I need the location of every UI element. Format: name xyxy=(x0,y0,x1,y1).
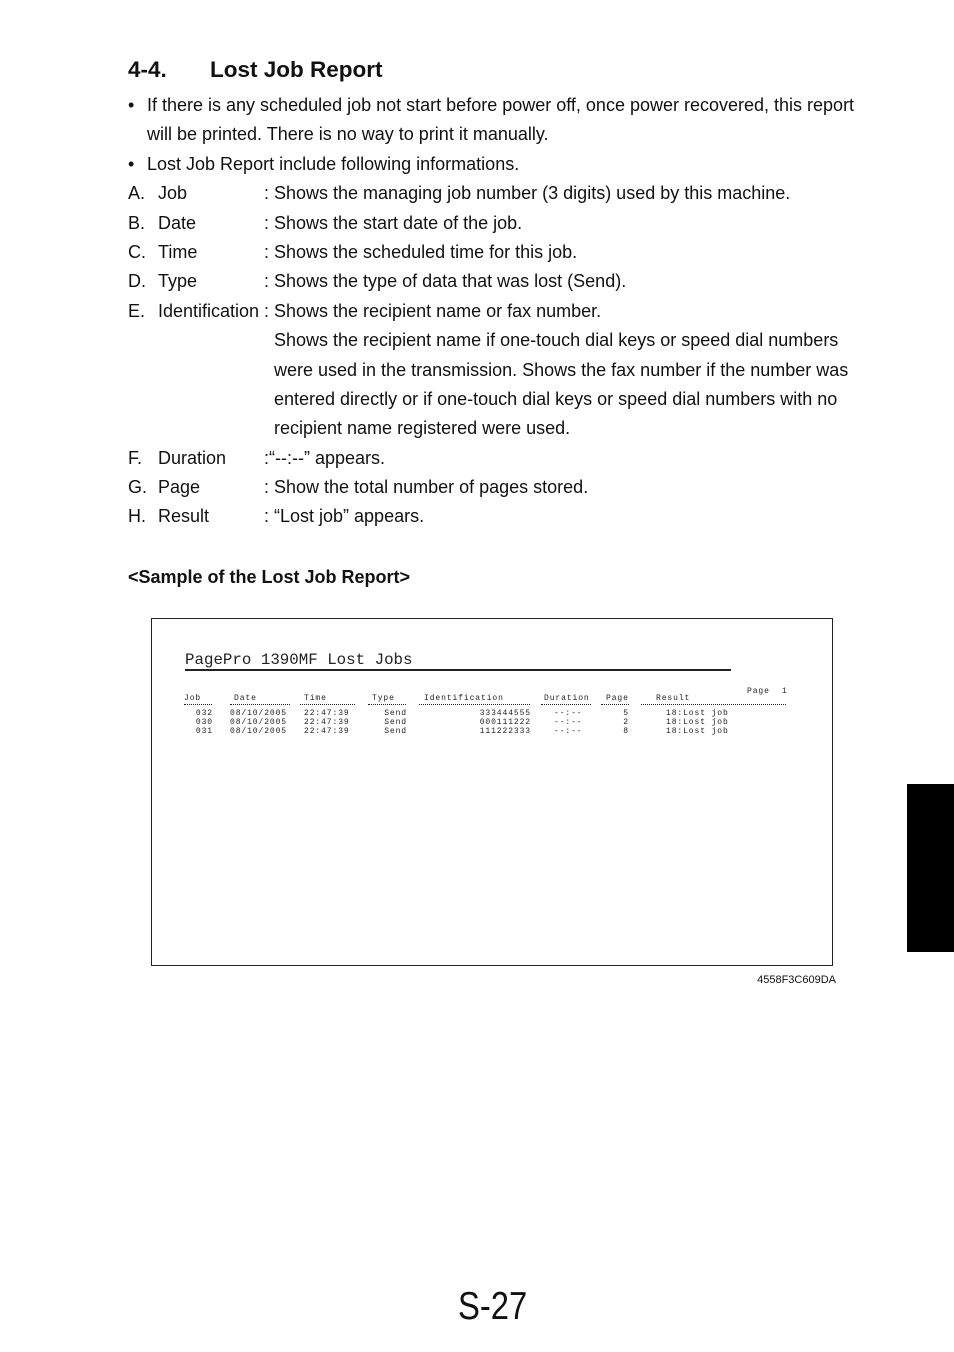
report-cell-date: 08/10/2005 xyxy=(230,726,288,736)
field-description: : Shows the type of data that was lost (Send). xyxy=(264,271,627,292)
report-cell-time: 22:47:39 xyxy=(304,726,350,736)
field-duration xyxy=(128,444,854,473)
report-cell-time: 22:47:39 xyxy=(304,708,350,718)
field-description: : Shows the managing job number (3 digits) used by this machine. xyxy=(264,183,791,204)
report-cell-result: 18:Lost job xyxy=(666,726,729,736)
field-label: Page xyxy=(158,477,201,498)
field-identification xyxy=(128,297,854,326)
bullet-text: will be printed. There is no way to print it manually. xyxy=(147,124,549,145)
field-label: Identification xyxy=(158,300,260,321)
field-letter: A. xyxy=(128,183,146,204)
bullet-item-2 xyxy=(128,150,854,179)
field-letter: F. xyxy=(128,447,143,468)
field-result xyxy=(128,502,854,531)
bullet-item-1-continued xyxy=(128,120,854,149)
field-letter: D. xyxy=(128,271,146,292)
field-description: : Shows the recipient name or fax number. xyxy=(264,300,602,321)
report-title-rule xyxy=(185,669,731,671)
bullet-symbol: • xyxy=(128,153,135,174)
bullet-text: If there is any scheduled job not start before power off, once power recovered, this report xyxy=(147,95,855,115)
field-identification-continued xyxy=(128,356,854,385)
field-label: Duration xyxy=(158,447,227,468)
field-letter: H. xyxy=(128,506,146,527)
column-header-job: Job xyxy=(184,694,202,703)
field-type xyxy=(128,267,854,296)
column-header-underline xyxy=(300,704,355,705)
report-page-label: Page xyxy=(747,686,770,696)
field-letter: G. xyxy=(128,477,148,498)
field-description: : Show the total number of pages stored. xyxy=(264,477,589,498)
field-label: Date xyxy=(158,212,197,233)
report-cell-type: Send xyxy=(384,717,407,727)
field-description: : Shows the scheduled time for this job. xyxy=(264,241,578,262)
body-text xyxy=(128,91,854,532)
report-cell-time: 22:47:39 xyxy=(304,717,350,727)
field-identification-continued xyxy=(128,326,854,355)
column-header-underline xyxy=(184,704,212,705)
report-cell-page: 5 xyxy=(623,708,629,718)
report-page-value: 1 xyxy=(782,686,788,696)
column-header-identification: Identification xyxy=(424,694,504,703)
field-description: : “Lost job” appears. xyxy=(264,506,425,527)
bullet-symbol: • xyxy=(128,95,135,115)
report-cell-job: 031 xyxy=(195,726,213,736)
field-label: Job xyxy=(158,183,188,204)
field-description: entered directly or if one-touch dial keys or speed dial numbers with no xyxy=(274,388,838,409)
report-cell-date: 08/10/2005 xyxy=(230,717,288,727)
column-header-underline xyxy=(641,704,786,705)
report-cell-identification: 333444555 xyxy=(479,708,531,718)
column-header-underline xyxy=(541,704,591,705)
report-cell-identification: 000111222 xyxy=(479,717,531,727)
sample-heading: <Sample of the Lost Job Report> xyxy=(128,567,411,587)
report-title: PagePro 1390MF Lost Jobs xyxy=(185,651,413,669)
field-job xyxy=(128,179,854,208)
report-cell-date: 08/10/2005 xyxy=(230,708,288,718)
section-heading xyxy=(128,57,383,83)
report-cell-type: Send xyxy=(384,708,407,718)
report-cell-page: 2 xyxy=(623,717,629,727)
field-label: Result xyxy=(158,506,210,527)
section-number: 4-4. xyxy=(128,57,167,82)
column-header-duration: Duration xyxy=(544,694,590,703)
field-letter: B. xyxy=(128,212,146,233)
field-page xyxy=(128,473,854,502)
field-description: : Shows the start date of the job. xyxy=(264,212,523,233)
field-identification-continued xyxy=(128,414,854,443)
column-header-time: Time xyxy=(304,694,327,703)
field-time xyxy=(128,238,854,267)
section-side-tab xyxy=(907,784,954,952)
column-header-underline xyxy=(419,704,530,705)
field-label: Time xyxy=(158,241,198,262)
column-header-type: Type xyxy=(372,694,395,703)
field-date xyxy=(128,209,854,238)
bullet-item-1 xyxy=(128,91,854,120)
column-header-result: Result xyxy=(656,694,691,703)
bullet-text: Lost Job Report include following informations. xyxy=(147,153,520,174)
field-identification-continued xyxy=(128,385,854,414)
column-header-underline xyxy=(601,704,629,705)
report-cell-duration: --:-- xyxy=(554,726,583,736)
column-header-page: Page xyxy=(606,694,629,703)
report-cell-result: 18:Lost job xyxy=(666,717,729,727)
figure-code: 4558F3C609DA xyxy=(757,973,836,986)
field-description: :“--:--” appears. xyxy=(264,447,386,468)
report-cell-result: 18:Lost job xyxy=(666,708,729,718)
field-label: Type xyxy=(158,271,198,292)
report-cell-page: 8 xyxy=(623,726,629,736)
field-letter: E. xyxy=(128,300,146,321)
report-cell-job: 030 xyxy=(195,717,213,727)
column-header-underline xyxy=(368,704,406,705)
section-title: Lost Job Report xyxy=(210,57,383,82)
column-header-date: Date xyxy=(234,694,257,703)
report-cell-type: Send xyxy=(384,726,407,736)
column-header-underline xyxy=(230,704,290,705)
page-number: S-27 xyxy=(458,1285,528,1328)
report-cell-duration: --:-- xyxy=(554,708,583,718)
report-cell-identification: 111222333 xyxy=(479,726,531,736)
field-description: recipient name registered were used. xyxy=(274,418,571,439)
field-description: Shows the recipient name if one-touch dial keys or speed dial numbers xyxy=(274,330,839,351)
field-letter: C. xyxy=(128,241,146,262)
field-description: were used in the transmission. Shows the fax number if the number was xyxy=(274,359,849,380)
report-cell-job: 032 xyxy=(195,708,213,718)
report-cell-duration: --:-- xyxy=(554,717,583,727)
